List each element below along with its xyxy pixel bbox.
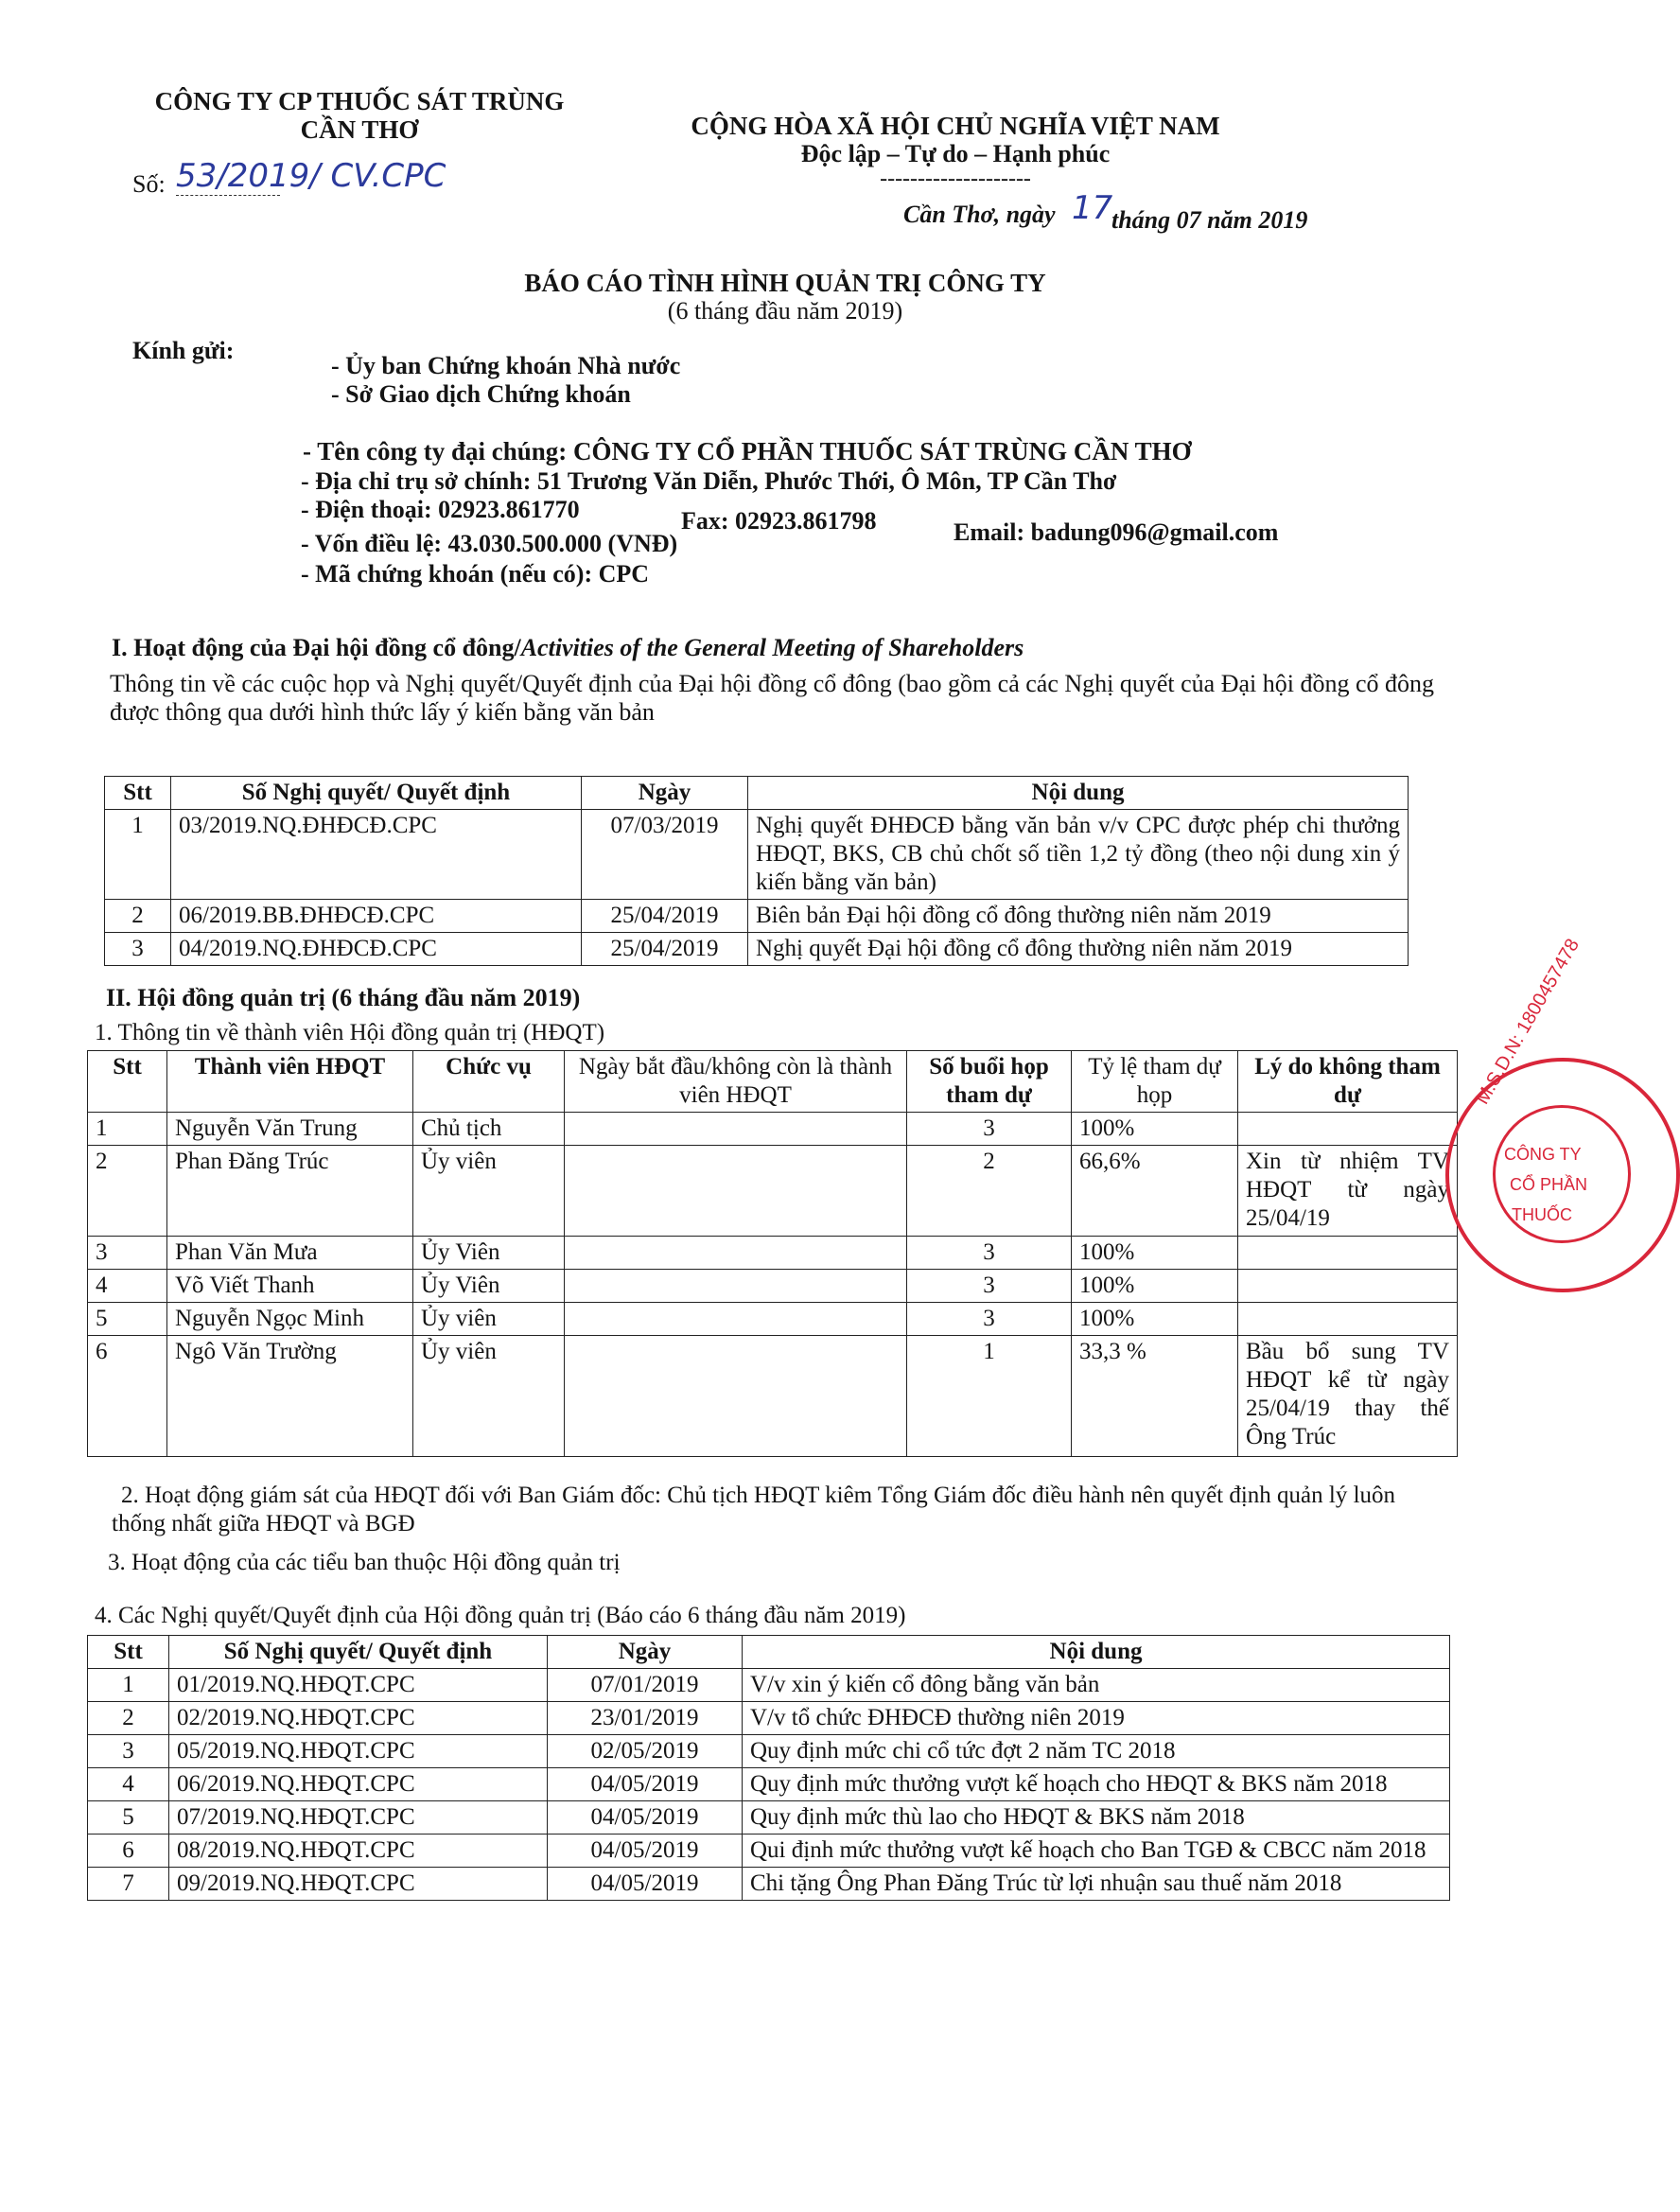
cell-meetings: 3 [907, 1303, 1072, 1336]
cell-resolution-number: 02/2019.NQ.HĐQT.CPC [169, 1702, 548, 1735]
cell-date: 04/05/2019 [548, 1835, 743, 1868]
cell-meetings: 3 [907, 1113, 1072, 1146]
company-name-line1: CÔNG TY CP THUỐC SÁT TRÙNG [154, 87, 565, 115]
cell-meetings: 3 [907, 1237, 1072, 1270]
cell-stt: 7 [88, 1868, 169, 1901]
col-header-stt: Stt [105, 777, 171, 810]
cell-reason: Bầu bổ sung TV HĐQT kể từ ngày 25/04/19 thay thế Ông Trúc [1238, 1336, 1458, 1457]
board-members-table [87, 1050, 1458, 1457]
cell-position: Chủ tịch [413, 1113, 565, 1146]
col-header-position: Chức vụ [413, 1051, 565, 1113]
cell-resolution-number: 06/2019.NQ.HĐQT.CPC [169, 1768, 548, 1801]
cell-position: Ủy viên [413, 1146, 565, 1237]
cell-member: Phan Văn Mưa [167, 1237, 413, 1270]
col-header-stt: Stt [88, 1051, 167, 1113]
cell-reason [1238, 1237, 1458, 1270]
table-row [88, 1270, 1458, 1303]
col-header-content: Nội dung [748, 777, 1409, 810]
cell-position: Ủy Viên [413, 1237, 565, 1270]
cell-resolution-number: 05/2019.NQ.HĐQT.CPC [169, 1735, 548, 1768]
board-resolutions-subheading: 4. Các Nghị quyết/Quyết định của Hội đồng quản trị (Báo cáo 6 tháng đầu năm 2019) [95, 1603, 906, 1628]
table-row [88, 1237, 1458, 1270]
cell-date: 04/05/2019 [548, 1801, 743, 1835]
stock-code: - Mã chứng khoán (nếu có): CPC [301, 560, 650, 588]
cell-meetings: 3 [907, 1270, 1072, 1303]
company-email: Email: badung096@gmail.com [954, 518, 1279, 546]
company-name-line2: CẦN THƠ [300, 115, 419, 144]
cell-date [565, 1113, 907, 1146]
cell-date: 23/01/2019 [548, 1702, 743, 1735]
table-row [88, 1868, 1450, 1901]
section1-heading-english: Activities of the General Meeting of Shareholders [520, 634, 1024, 661]
cell-date: 25/04/2019 [582, 933, 748, 966]
doc-number-dotted-line [176, 195, 280, 196]
col-header-content: Nội dung [743, 1636, 1450, 1669]
table-row [88, 1801, 1450, 1835]
company-address: - Địa chỉ trụ sở chính: 51 Trương Văn Diễn, Phước Thới, Ô Môn, TP Cần Thơ [301, 467, 1117, 495]
seal-text-company: CÔNG TY [1504, 1145, 1582, 1164]
board-supervision-text: 2. Hoạt động giám sát của HĐQT đối với Ban Giám đốc: Chủ tịch HĐQT kiêm Tổng Giám đốc điều hành nên quyết định quản lý luôn thống nhất giữa HĐQT và BGĐ [112, 1483, 1396, 1536]
table-row [88, 1303, 1458, 1336]
table-row [105, 933, 1409, 966]
cell-date: 04/05/2019 [548, 1768, 743, 1801]
table-row [88, 1336, 1458, 1457]
cell-stt: 6 [88, 1336, 167, 1457]
cell-stt: 4 [88, 1270, 167, 1303]
cell-stt: 5 [88, 1801, 169, 1835]
col-header-date: Ngày [582, 777, 748, 810]
date-suffix: tháng 07 năm 2019 [1111, 206, 1308, 234]
col-header-member: Thành viên HĐQT [167, 1051, 413, 1113]
cell-resolution-number: 06/2019.BB.ĐHĐCĐ.CPC [171, 900, 582, 933]
table-row [88, 1735, 1450, 1768]
seal-text-joint-stock: CỔ PHẦN [1510, 1175, 1588, 1194]
cell-stt: 1 [105, 810, 171, 900]
table-row [88, 1669, 1450, 1702]
table-header-row [88, 1636, 1450, 1669]
board-members-subheading: 1. Thông tin về thành viên Hội đồng quản trị (HĐQT) [95, 1020, 605, 1045]
table-row [88, 1702, 1450, 1735]
cell-content: Nghị quyết Đại hội đồng cổ đông thường niên năm 2019 [748, 933, 1409, 966]
doc-number-handwritten: 53/2019/ CV.CPC [176, 157, 446, 195]
col-header-absence-reason: Lý do không tham dự [1238, 1051, 1458, 1113]
col-header-meetings-attended: Số buổi họp tham dự [907, 1051, 1072, 1113]
cell-stt: 3 [105, 933, 171, 966]
cell-position: Ủy Viên [413, 1270, 565, 1303]
cell-resolution-number: 08/2019.NQ.HĐQT.CPC [169, 1835, 548, 1868]
cell-date: 04/05/2019 [548, 1868, 743, 1901]
cell-content: Biên bản Đại hội đồng cổ đông thường niên năm 2019 [748, 900, 1409, 933]
doc-number-label: Số: [132, 170, 166, 198]
col-header-start-end-date: Ngày bắt đầu/không còn là thành viên HĐQT [565, 1051, 907, 1113]
table-row [105, 900, 1409, 933]
cell-stt: 1 [88, 1113, 167, 1146]
country-name: CỘNG HÒA XÃ HỘI CHỦ NGHĨA VIỆT NAM [691, 112, 1220, 140]
board-resolutions-table [87, 1635, 1450, 1901]
cell-member: Ngô Văn Trường [167, 1336, 413, 1457]
cell-rate: 100% [1072, 1237, 1238, 1270]
section1-intro: Thông tin về các cuộc họp và Nghị quyết/Quyết định của Đại hội đồng cổ đông (bao gồm cả các Nghị quyết của Đại hội đồng cổ đông được thông qua dưới hình thức lấy ý kiến bằng văn bản [110, 670, 1435, 726]
col-header-date: Ngày [548, 1636, 743, 1669]
cell-date [565, 1303, 907, 1336]
cell-content: V/v tổ chức ĐHĐCĐ thường niên 2019 [743, 1702, 1450, 1735]
cell-rate: 33,3 % [1072, 1336, 1238, 1457]
cell-content: V/v xin ý kiến cổ đông bằng văn bản [743, 1669, 1450, 1702]
cell-reason: Xin từ nhiệm TV HĐQT từ ngày 25/04/19 [1238, 1146, 1458, 1237]
cell-stt: 3 [88, 1735, 169, 1768]
cell-position: Ủy viên [413, 1303, 565, 1336]
cell-reason [1238, 1113, 1458, 1146]
cell-date: 07/03/2019 [582, 810, 748, 900]
table-row [105, 810, 1409, 900]
cell-stt: 1 [88, 1669, 169, 1702]
col-header-resolution-number: Số Nghị quyết/ Quyết định [169, 1636, 548, 1669]
table-header-row [105, 777, 1409, 810]
cell-stt: 2 [88, 1702, 169, 1735]
cell-member: Nguyễn Văn Trung [167, 1113, 413, 1146]
cell-stt: 2 [105, 900, 171, 933]
table-header-row [88, 1051, 1458, 1113]
company-full-name: - Tên công ty đại chúng: CÔNG TY CỔ PHẦN THUỐC SÁT TRÙNG CẦN THƠ [303, 437, 1192, 465]
cell-stt: 5 [88, 1303, 167, 1336]
cell-member: Nguyễn Ngọc Minh [167, 1303, 413, 1336]
cell-content: Qui định mức thưởng vượt kế hoạch cho Ban TGĐ & CBCC năm 2018 [743, 1835, 1450, 1868]
cell-resolution-number: 04/2019.NQ.ĐHĐCĐ.CPC [171, 933, 582, 966]
cell-position: Ủy viên [413, 1336, 565, 1457]
table-row [88, 1113, 1458, 1146]
board-committees-subheading: 3. Hoạt động của các tiểu ban thuộc Hội đồng quản trị [108, 1550, 621, 1575]
cell-meetings: 2 [907, 1146, 1072, 1237]
date-day-handwritten: 17 [1072, 189, 1113, 227]
table-row [88, 1768, 1450, 1801]
cell-stt: 3 [88, 1237, 167, 1270]
section1-heading-bold: I. Hoạt động của Đại hội đồng cổ đông/ [112, 634, 521, 661]
cell-reason [1238, 1270, 1458, 1303]
cell-rate: 66,6% [1072, 1146, 1238, 1237]
company-phone: - Điện thoại: 02923.861770 [301, 496, 580, 523]
section2-heading: II. Hội đồng quản trị (6 tháng đầu năm 2019) [106, 984, 581, 1011]
motto-separator: -------------------- [880, 167, 1031, 191]
cell-date [565, 1336, 907, 1457]
cell-rate: 100% [1072, 1113, 1238, 1146]
cell-reason [1238, 1303, 1458, 1336]
cell-resolution-number: 01/2019.NQ.HĐQT.CPC [169, 1669, 548, 1702]
cell-date [565, 1237, 907, 1270]
cell-resolution-number: 03/2019.NQ.ĐHĐCĐ.CPC [171, 810, 582, 900]
cell-resolution-number: 09/2019.NQ.HĐQT.CPC [169, 1868, 548, 1901]
col-header-resolution-number: Số Nghị quyết/ Quyết định [171, 777, 582, 810]
cell-rate: 100% [1072, 1270, 1238, 1303]
recipient-item: - Sở Giao dịch Chứng khoán [331, 380, 631, 408]
report-subtitle: (6 tháng đầu năm 2019) [667, 297, 903, 325]
cell-stt: 6 [88, 1835, 169, 1868]
cell-date: 07/01/2019 [548, 1669, 743, 1702]
company-capital: - Vốn điều lệ: 43.030.500.000 (VNĐ) [301, 530, 678, 557]
cell-meetings: 1 [907, 1336, 1072, 1457]
cell-member: Phan Đăng Trúc [167, 1146, 413, 1237]
cell-date [565, 1146, 907, 1237]
cell-content: Nghị quyết ĐHĐCĐ bằng văn bản v/v CPC được phép chi thưởng HĐQT, BKS, CB chủ chốt số tiền 1,2 tỷ đồng (theo nội dung xin ý kiến bằng văn bản) [748, 810, 1409, 900]
cell-resolution-number: 07/2019.NQ.HĐQT.CPC [169, 1801, 548, 1835]
recipient-item: - Ủy ban Chứng khoán Nhà nước [331, 352, 681, 379]
col-header-attendance-rate: Tỷ lệ tham dự họp [1072, 1051, 1238, 1113]
table-row [88, 1835, 1450, 1868]
table-row [88, 1146, 1458, 1237]
cell-date [565, 1270, 907, 1303]
cell-content: Quy định mức chi cổ tức đợt 2 năm TC 2018 [743, 1735, 1450, 1768]
section1-heading [112, 634, 1024, 662]
shareholder-resolutions-table [104, 776, 1409, 966]
recipients-label: Kính gửi: [132, 337, 235, 364]
cell-content: Quy định mức thù lao cho HĐQT & BKS năm 2018 [743, 1801, 1450, 1835]
cell-rate: 100% [1072, 1303, 1238, 1336]
cell-stt: 2 [88, 1146, 167, 1237]
cell-date: 02/05/2019 [548, 1735, 743, 1768]
company-fax: Fax: 02923.861798 [681, 507, 877, 535]
cell-stt: 4 [88, 1768, 169, 1801]
report-title: BÁO CÁO TÌNH HÌNH QUẢN TRỊ CÔNG TY [524, 269, 1046, 297]
cell-member: Võ Viết Thanh [167, 1270, 413, 1303]
seal-text-pesticide: THUỐC [1512, 1205, 1572, 1224]
cell-content: Chi tặng Ông Phan Đăng Trúc từ lợi nhuận sau thuế năm 2018 [743, 1868, 1450, 1901]
cell-date: 25/04/2019 [582, 900, 748, 933]
col-header-stt: Stt [88, 1636, 169, 1669]
motto: Độc lập – Tự do – Hạnh phúc [800, 140, 1111, 167]
date-prefix: Cần Thơ, ngày [903, 201, 1056, 228]
cell-content: Quy định mức thưởng vượt kế hoạch cho HĐQT & BKS năm 2018 [743, 1768, 1450, 1801]
seal-text-tax-code: M.S.D.N: 1800457478 [1472, 935, 1584, 1108]
